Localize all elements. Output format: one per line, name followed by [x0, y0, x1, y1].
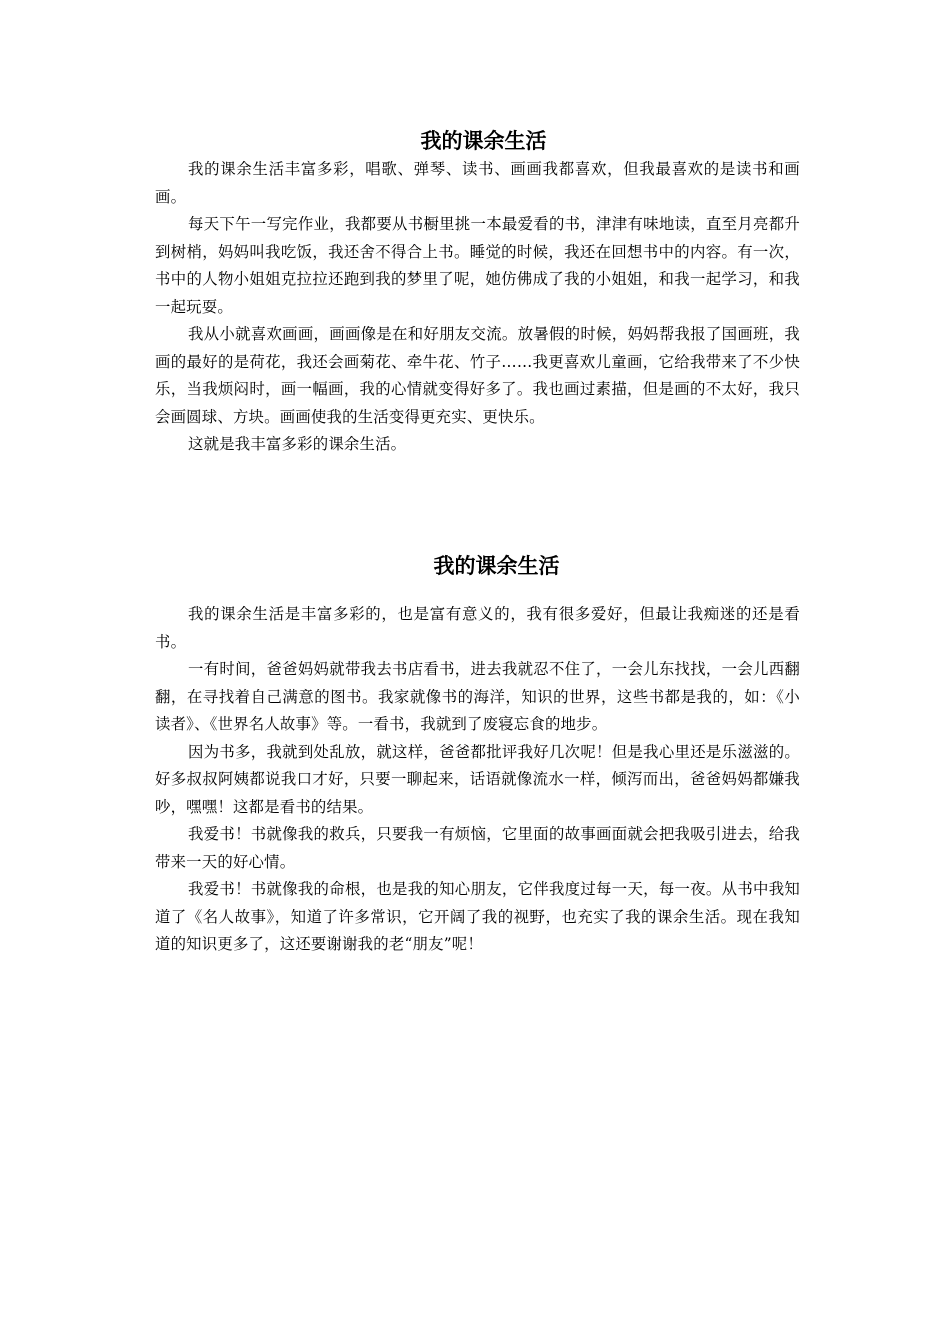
essay-paragraph: 每天下午一写完作业，我都要从书橱里挑一本最爱看的书，津津有味地读，直至月亮都升到树梢，妈妈叫我吃饭，我还舍不得合上书。睡觉的时候，我还在回想书中的内容。有一次，书中的人物小姐姐克拉拉还跑到我的梦里了呢，她仿佛成了我的小姐姐，和我一起学习，和我一起玩耍。 — [155, 215, 800, 316]
essay-title: 我的课余生活 — [433, 554, 560, 578]
essay-2 — [155, 551, 800, 959]
essay-title: 我的课余生活 — [420, 129, 547, 153]
essay-paragraph: 因为书多，我就到处乱放，就这样，爸爸都批评我好几次呢！但是我心里还是乐滋滋的。好多叔叔阿姨都说我口才好，只要一聊起来，话语就像流水一样，倾泻而出，爸爸妈妈都嫌我吵，嘿嘿！这都是看书的结果。 — [155, 742, 800, 816]
essay-paragraph: 我爱书！书就像我的命根，也是我的知心朋友，它伴我度过每一天，每一夜。从书中我知道了《名人故事》，知道了许多常识，它开阔了我的视野，也充实了我的课余生活。现在我知道的知识更多了，这还要谢谢我的老“朋友”呢！ — [155, 880, 800, 953]
essay-paragraph: 我的课余生活丰富多彩，唱歌、弹琴、读书、画画我都喜欢，但我最喜欢的是读书和画画。 — [155, 160, 800, 206]
essay-paragraph: 我从小就喜欢画画，画画像是在和好朋友交流。放暑假的时候，妈妈帮我报了国画班，我画的最好的是荷花，我还会画菊花、牵牛花、竹子……我更喜欢儿童画，它给我带来了不少快乐，当我烦闷时，画一幅画，我的心情就变得好多了。我也画过素描，但是画的不太好，我只会画圆球、方块。画画使我的生活变得更充实、更快乐。 — [155, 325, 800, 426]
essay-paragraph: 我的课余生活是丰富多彩的，也是富有意义的，我有很多爱好，但最让我痴迷的还是看书。 — [155, 605, 800, 651]
essay-paragraph: 一有时间，爸爸妈妈就带我去书店看书，进去我就忍不住了，一会儿东找找，一会儿西翻翻，在寻找着自己满意的图书。我家就像书的海洋，知识的世界，这些书都是我的，如：《小读者》、《世界名人故事》等。一看书，我就到了废寝忘食的地步。 — [155, 660, 800, 733]
essay-1 — [155, 126, 800, 459]
essay-paragraph: 这就是我丰富多彩的课余生活。 — [188, 435, 407, 453]
essay-paragraph: 我爱书！书就像我的救兵，只要我一有烦恼，它里面的故事画面就会把我吸引进去，给我带来一天的好心情。 — [155, 825, 800, 871]
